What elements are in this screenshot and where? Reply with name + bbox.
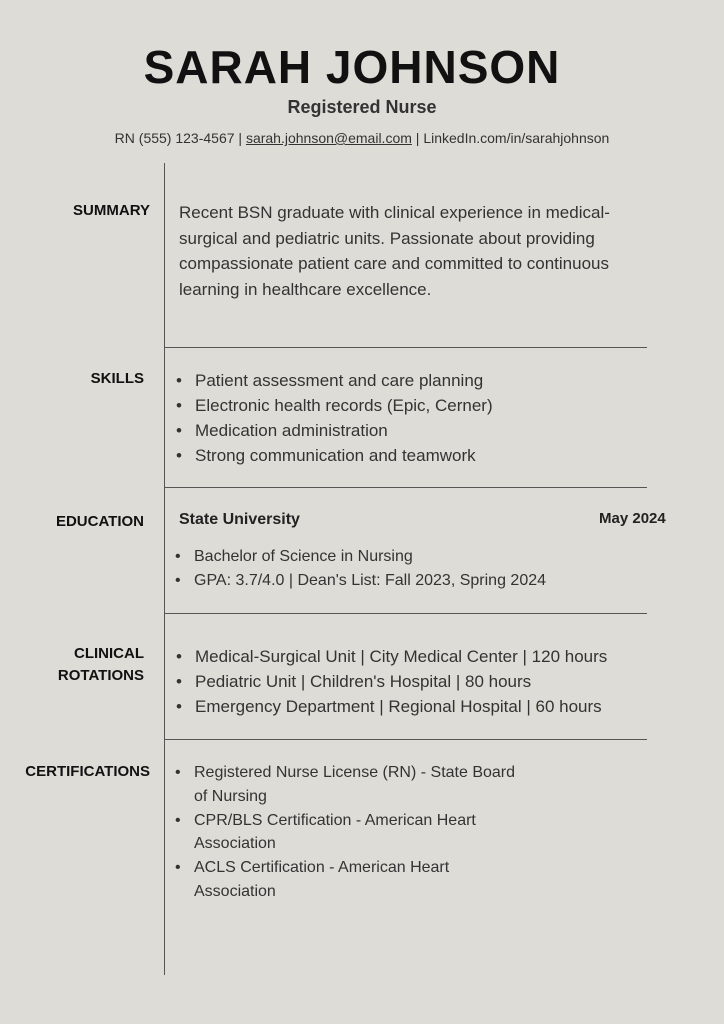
education-date: May 2024: [599, 510, 666, 527]
vertical-divider: [164, 163, 165, 975]
list-item: • Bachelor of Science in Nursing: [173, 545, 643, 569]
contact-phone: RN (555) 123-4567 |: [114, 130, 246, 146]
rotations-heading-line2: ROTATIONS: [57, 667, 144, 684]
list-item: • GPA: 3.7/4.0 | Dean's List: Fall 2023, Spring 2024: [173, 569, 643, 593]
rotations-heading: [0, 643, 144, 687]
list-item: • Pediatric Unit | Children's Hospital | 80 hours: [174, 669, 664, 694]
skills-heading: SKILLS: [90, 370, 144, 387]
section-divider: [164, 613, 647, 614]
section-divider: [164, 739, 647, 740]
school-name: State University: [179, 511, 300, 528]
email-link[interactable]: sarah.johnson@email.com: [245, 130, 412, 146]
education-heading: EDUCATION: [55, 513, 144, 530]
list-item: • Electronic health records (Epic, Cerner): [174, 393, 634, 418]
section-divider: [164, 347, 647, 348]
rotations-heading-line1: CLINICAL: [74, 645, 144, 662]
skills-list: [174, 368, 634, 468]
list-item: • Strong communication and teamwork: [174, 443, 634, 468]
job-title: Registered Nurse: [287, 97, 437, 117]
certifications-heading: CERTIFICATIONS: [25, 763, 150, 780]
list-item: • Patient assessment and care planning: [174, 368, 634, 393]
list-item: • Registered Nurse License (RN) - State Board of Nursing: [173, 761, 518, 809]
certifications-list: [173, 761, 518, 904]
list-item: • Medication administration: [174, 418, 634, 443]
list-item: • CPR/BLS Certification - American Heart Association: [173, 809, 518, 857]
candidate-name: SARAH JOHNSON: [143, 41, 561, 93]
summary-text: Recent BSN graduate with clinical experience in medical-surgical and pediatric units. Passionate about providing compassionate patient care and committed to continuous learning in healthcare excellence.: [179, 203, 610, 299]
list-item: • ACLS Certification - American Heart Association: [173, 856, 518, 904]
summary-heading: SUMMARY: [73, 202, 150, 219]
list-item: • Medical-Surgical Unit | City Medical Center | 120 hours: [174, 644, 664, 669]
section-divider: [164, 487, 647, 488]
rotations-list: [174, 644, 664, 719]
contact-line: [0, 130, 724, 146]
list-item: • Emergency Department | Regional Hospital | 60 hours: [174, 694, 664, 719]
contact-linkedin: | LinkedIn.com/in/sarahjohnson: [411, 130, 610, 146]
education-list: [173, 545, 643, 593]
